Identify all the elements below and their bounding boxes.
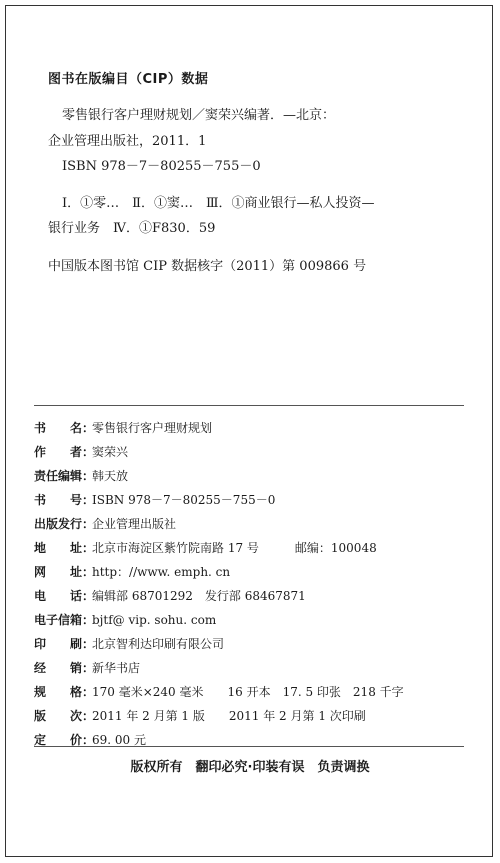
info-label: 电子信箱： (34, 613, 95, 627)
info-value: 企业管理出版社 (92, 517, 177, 531)
info-label: 作 者： (34, 445, 95, 459)
cip-heading: 图书在版编目（CIP）数据 (48, 72, 209, 87)
info-row-format (34, 683, 404, 700)
divider-top (34, 405, 464, 406)
info-value: 北京智利达印刷有限公司 (92, 637, 225, 651)
info-label: 书 号： (34, 493, 95, 507)
info-row-email (34, 611, 216, 628)
info-row-isbn (34, 491, 275, 508)
info-label: 印 刷： (34, 637, 95, 651)
cip-line-isbn: ISBN 978－7－80255－755－0 (62, 159, 261, 174)
copyright-notice: 版权所有 翻印必究·印装有误 负责调换 (130, 760, 370, 775)
info-label: 网 址： (34, 565, 95, 579)
info-row-title (34, 419, 212, 436)
info-value: 韩天放 (92, 469, 129, 483)
info-row-address (34, 539, 377, 556)
info-label: 规 格： (34, 685, 95, 699)
cip-line-classification-cont: 银行业务 Ⅳ．①F830．59 (48, 221, 216, 236)
cip-line-title: 零售银行客户理财规划／窦荣兴编著．—北京： (62, 108, 336, 123)
info-row-phone (34, 587, 306, 604)
info-label: 经 销： (34, 661, 95, 675)
info-row-website (34, 563, 230, 580)
cip-line-publisher: 企业管理出版社，2011．1 (48, 134, 207, 149)
info-row-editor (34, 467, 128, 484)
cip-line-classification: Ⅰ．①零… Ⅱ．①窦… Ⅲ．①商业银行—私人投资— (62, 196, 375, 211)
cip-line-registration: 中国版本图书馆 CIP 数据核字（2011）第 009866 号 (48, 259, 367, 274)
info-row-publisher (34, 515, 176, 532)
info-value: 窦荣兴 (92, 445, 129, 459)
info-label: 地 址： (34, 541, 95, 555)
info-value: 170 毫米×240 毫米 16 开本 17. 5 印张 218 千字 (92, 685, 404, 699)
info-row-author (34, 443, 128, 460)
info-label: 出版发行： (34, 517, 95, 531)
info-value: 零售银行客户理财规划 (92, 421, 213, 435)
info-value: 北京市海淀区紫竹院南路 17 号 邮编：100048 (92, 541, 377, 555)
info-label: 书 名： (34, 421, 95, 435)
info-value: bjtf@ vip. sohu. com (92, 613, 217, 627)
info-value: http：//www. emph. cn (92, 565, 231, 579)
info-value: 编辑部 68701292 发行部 68467871 (92, 589, 306, 603)
info-value: 2011 年 2 月第 1 版 2011 年 2 月第 1 次印刷 (92, 709, 366, 723)
info-value: 新华书店 (92, 661, 141, 675)
info-label: 责任编辑： (34, 469, 95, 483)
info-row-printer (34, 635, 224, 652)
info-label: 定 价： (34, 733, 95, 747)
info-row-distributor (34, 659, 140, 676)
info-label: 电 话： (34, 589, 95, 603)
info-value: 69. 00 元 (92, 733, 146, 747)
info-value: ISBN 978－7－80255－755－0 (92, 493, 276, 507)
divider-bottom (34, 746, 464, 747)
info-label: 版 次： (34, 709, 95, 723)
info-row-edition (34, 707, 366, 724)
